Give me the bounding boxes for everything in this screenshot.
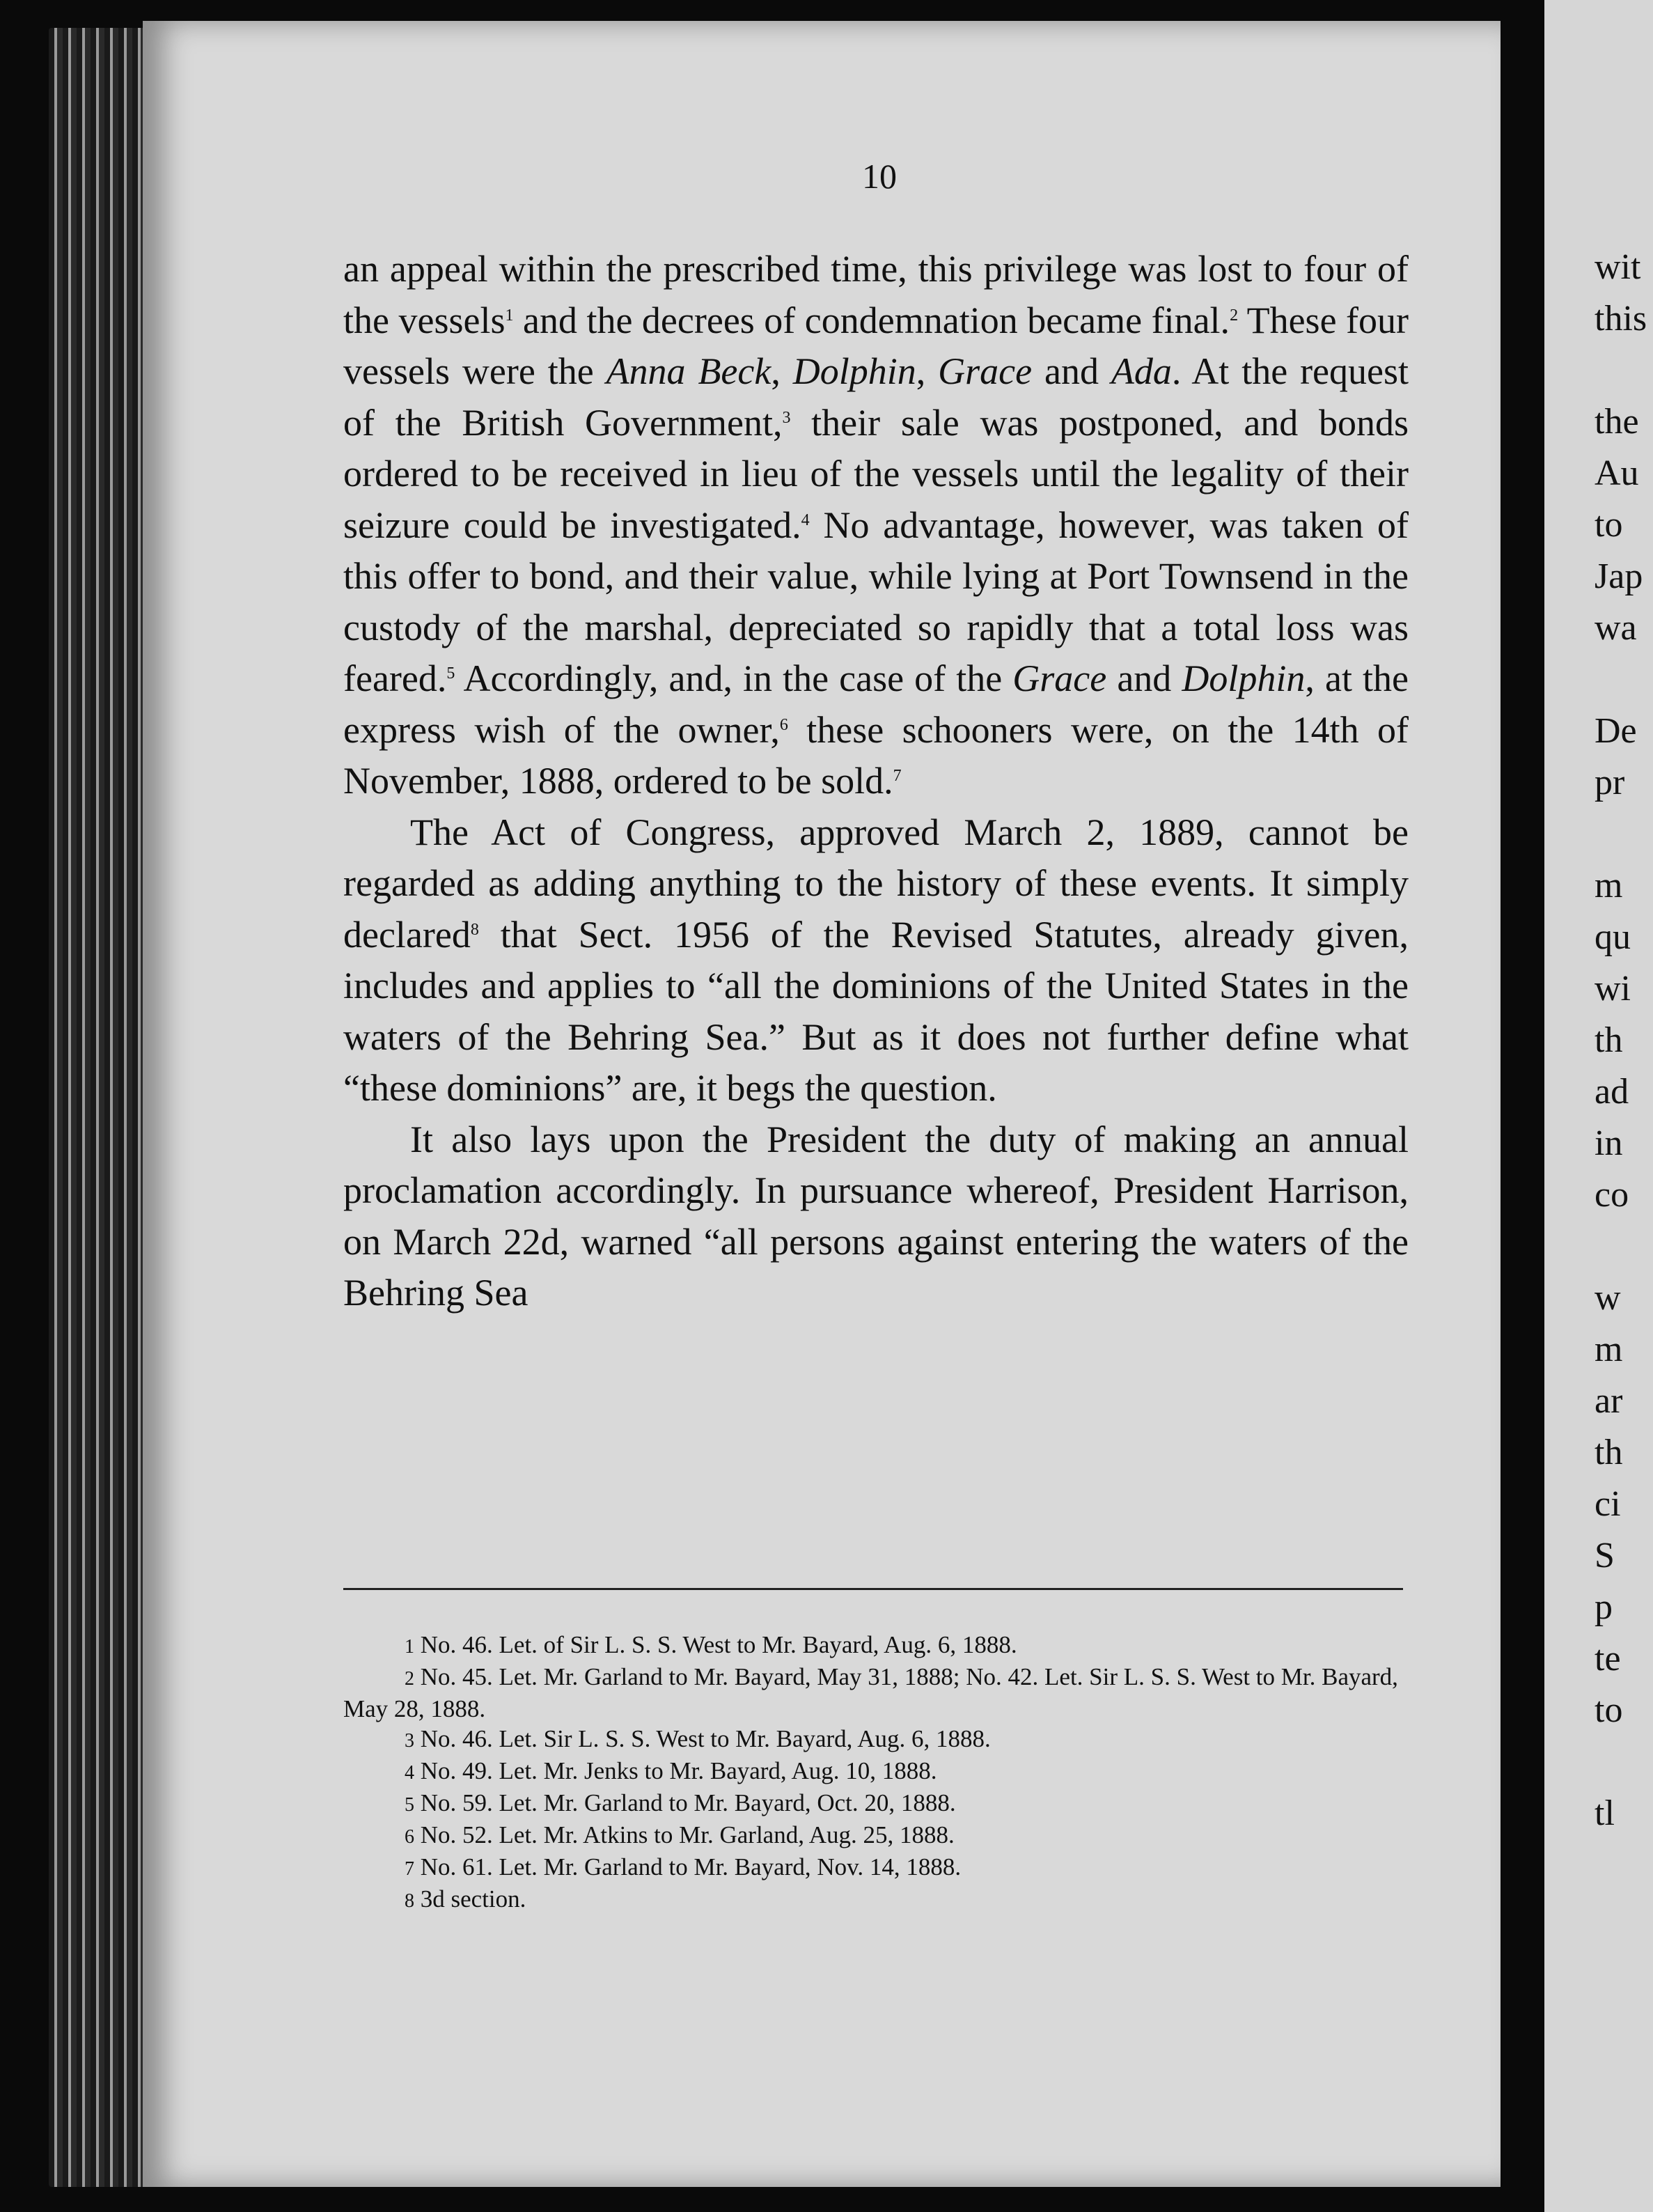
next-page-fragment: qu xyxy=(1595,917,1631,957)
footnote-number: 6 xyxy=(405,1826,414,1848)
footnote-text: No. 61. Let. Mr. Garland to Mr. Bayard, Nov. 14, 1888. xyxy=(414,1853,962,1880)
vessel-name: Grace xyxy=(938,350,1033,392)
footnote-ref: 2 xyxy=(1230,306,1239,325)
footnote-text: No. 52. Let. Mr. Atkins to Mr. Garland, Aug. 25, 1888. xyxy=(414,1821,955,1848)
facing-page-fragment xyxy=(1532,0,1653,2212)
text-run: , xyxy=(916,350,939,392)
footnote-ref: 7 xyxy=(893,767,902,785)
vessel-name: Grace xyxy=(1012,657,1107,699)
paragraph-3: It also lays upon the President the duty of making an annual proclamation accordingly. In pursuance whereof, President Harrison, on March 22d, warned “all persons against entering the waters of the Behring Sea xyxy=(343,1118,1409,1314)
text-run: that Sect. 1956 of the Revised Statutes, already given, includes and applies to “all the dominions of the United States in the waters of the Behring Sea.” But as it does not further define what “these dominions” are, it begs the question. xyxy=(343,913,1409,1109)
next-page-fragment: wa xyxy=(1595,608,1637,648)
footnote-number: 2 xyxy=(405,1668,414,1690)
text-run: and xyxy=(1032,350,1111,392)
text-run: their sale was postponed, and bonds ordered to be received in lieu of the vessels until the legality of their seizure could be investigated. xyxy=(343,401,1409,546)
text-run: No advantage, however, was taken of this offer to bond, and their value, while lying at Port Townsend in the custody of the marshal, depreciated so rapidly that a total loss was feared. xyxy=(343,504,1409,699)
footnote-text: 3d section. xyxy=(414,1885,526,1913)
footnote-ref: 1 xyxy=(505,306,514,325)
next-page-fragment: De xyxy=(1595,711,1637,751)
footnote-text: No. 59. Let. Mr. Garland to Mr. Bayard, Oct. 20, 1888. xyxy=(414,1789,956,1816)
next-page-fragment: m xyxy=(1595,1330,1623,1369)
text-run: , at the express wish of the owner, xyxy=(343,657,1409,751)
text-run: . At the request of the British Government, xyxy=(343,350,1409,444)
footnote xyxy=(343,1630,1409,1662)
text-run: an appeal within the prescribed time, this privilege was lost to four of the vessels xyxy=(343,248,1409,341)
next-page-fragment: w xyxy=(1595,1278,1621,1318)
footnote xyxy=(343,1820,1409,1852)
footnote-number: 1 xyxy=(405,1636,414,1658)
text-run: The Act of Congress, approved March 2, 1889, cannot be regarded as adding anything to the history of these events. It simply declared xyxy=(343,811,1409,956)
footnote-text: No. 49. Let. Mr. Jenks to Mr. Bayard, Aug. 10, 1888. xyxy=(414,1757,937,1784)
footnote-number: 3 xyxy=(405,1730,414,1752)
footnote xyxy=(343,1884,1409,1916)
text-run: and xyxy=(1106,657,1182,699)
next-page-fragment: to xyxy=(1595,1690,1623,1730)
next-page-fragment: pr xyxy=(1595,763,1625,802)
footnote-number: 7 xyxy=(405,1858,414,1880)
footnotes xyxy=(343,1630,1409,1916)
page-number: 10 xyxy=(862,157,897,196)
vessel-name: Ada xyxy=(1111,350,1172,392)
footnote-divider xyxy=(343,1588,1403,1590)
footnote-number: 4 xyxy=(405,1762,414,1784)
next-page-fragment: Au xyxy=(1595,453,1639,493)
next-page-fragment: to xyxy=(1595,505,1623,545)
next-page-fragment: ci xyxy=(1595,1484,1621,1524)
footnote-text: No. 46. Let. of Sir L. S. S. West to Mr. Bayard, Aug. 6, 1888. xyxy=(414,1631,1017,1658)
next-page-fragment: S xyxy=(1595,1536,1615,1575)
text-run: Accordingly, and, in the case of the xyxy=(455,657,1013,699)
next-page-fragment: in xyxy=(1595,1123,1623,1163)
text-run: These four vessels were the xyxy=(343,299,1409,392)
footnote xyxy=(343,1756,1409,1788)
body-text xyxy=(343,244,1409,1319)
next-page-fragment: th xyxy=(1595,1433,1623,1472)
footnote-ref: 4 xyxy=(801,511,810,529)
next-page-fragment: th xyxy=(1595,1020,1623,1060)
text-run: , xyxy=(771,350,793,392)
next-page-fragment: co xyxy=(1595,1175,1629,1215)
vessel-name: Anna Beck xyxy=(606,350,771,392)
footnote-number: 5 xyxy=(405,1794,414,1816)
next-page-fragment: Jap xyxy=(1595,556,1643,596)
next-page-fragment: this xyxy=(1595,299,1647,338)
footnote-text: No. 45. Let. Mr. Garland to Mr. Bayard, May 31, 1888; No. 42. Let. Sir L. S. S. West to Mr. Bayard, May 28, 1888. xyxy=(343,1663,1398,1722)
next-page-fragment: te xyxy=(1595,1639,1621,1679)
footnote-ref: 3 xyxy=(782,408,791,427)
next-page-fragment: wit xyxy=(1595,247,1641,287)
next-page-fragment: m xyxy=(1595,866,1623,905)
book-page-edges xyxy=(49,28,146,2187)
footnote-number: 8 xyxy=(405,1890,414,1912)
footnote xyxy=(343,1724,1409,1756)
vessel-name: Dolphin xyxy=(1182,657,1306,699)
next-page-fragment: tl xyxy=(1595,1793,1615,1833)
next-page-fragment: ar xyxy=(1595,1381,1623,1421)
next-page-fragment: wi xyxy=(1595,969,1631,1008)
paragraph-2 xyxy=(343,807,1409,1114)
footnote-text: No. 46. Let. Sir L. S. S. West to Mr. Bayard, Aug. 6, 1888. xyxy=(414,1725,991,1752)
next-page-fragment: ad xyxy=(1595,1072,1629,1112)
next-page-fragment: p xyxy=(1595,1587,1613,1627)
text-run: and the decrees of condemnation became final. xyxy=(513,299,1230,341)
footnote xyxy=(343,1788,1409,1820)
paragraph-1 xyxy=(343,244,1409,807)
footnote-ref: 6 xyxy=(779,715,788,734)
footnote xyxy=(343,1662,1409,1724)
vessel-name: Dolphin xyxy=(792,350,916,392)
footnote-ref: 5 xyxy=(446,664,455,683)
footnote-ref: 8 xyxy=(470,920,479,939)
next-page-fragment: the xyxy=(1595,402,1639,442)
text-run: these schooners were, on the 14th of November, 1888, ordered to be sold. xyxy=(343,708,1409,802)
footnote xyxy=(343,1852,1409,1884)
